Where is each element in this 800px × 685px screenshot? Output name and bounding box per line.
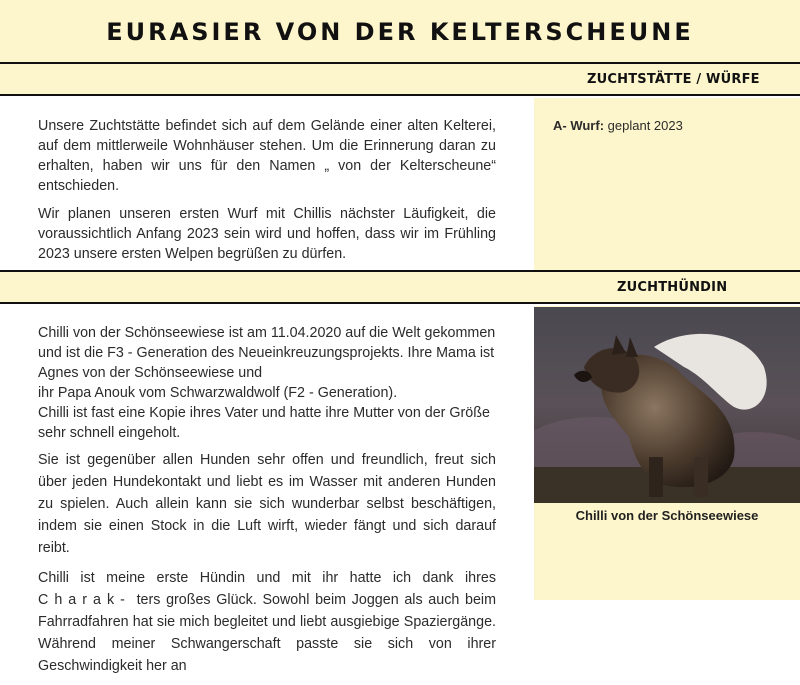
text-segment: ters großes Glück. Sowohl beim Joggen als auch beim Fahrradfahren hat sie mich begleitet und liebt ausgiebige Spaziergänge. Während meiner Schwangerschaft passte sie sich von ihrer Geschwindigkeit her an (38, 592, 496, 674)
photo-caption: Chilli von der Schönseewiese (575, 508, 759, 523)
zuchtstaette-paragraph: Wir planen unseren ersten Wurf mit Chillis nächster Läufigkeit, die voraussichtlich Anfang 2023 sein wird und hoffen, dass wir im Frühling 2023 unsere ersten Welpen begrüßen zu dürfen. (38, 206, 496, 262)
section-bar-zuchtstaette (0, 62, 800, 96)
text-line: Chilli von der Schönseewiese ist am 11.04.2020 auf die Welt gekommen und ist die F3 - Generation des Neueinkreuzungsprojekts. Ihre Mama ist Agnes von der Schönseewiese und (38, 325, 496, 381)
section-title-zuchtstaette: ZUCHTSTÄTTE / WÜRFE (587, 72, 760, 87)
section-bar-zuchthuendin (0, 270, 800, 304)
litter-label: A- Wurf: (553, 118, 605, 133)
zuchthuendin-paragraph (38, 567, 496, 677)
litter-info (553, 118, 683, 133)
text-line: ihr Papa Anouk vom Schwarzwaldwolf (F2 - Generation). (38, 385, 398, 401)
dog-photo (534, 307, 800, 503)
litter-value: geplant 2023 (607, 118, 683, 133)
dog-photo-image (534, 307, 800, 503)
site-header (0, 0, 800, 62)
section-title-zuchthuendin: ZUCHTHÜNDIN (617, 280, 728, 295)
text-segment-spaced: Charak- (38, 592, 131, 608)
zuchthuendin-text (38, 323, 496, 685)
site-title: EURASIER VON DER KELTERSCHEUNE (106, 18, 694, 46)
zuchtstaette-text (38, 116, 496, 272)
zuchtstaette-paragraph: Unsere Zuchtstätte befindet sich auf dem Gelände einer alten Kelterei, auf dem mittlerweile Wohnhäuser stehen. Um die Erinnerung daran zu erhalten, haben wir uns für den Namen „ von der Kelterscheune“ entschieden. (38, 118, 496, 194)
zuchthuendin-paragraph: Sie ist gegenüber allen Hunden sehr offen und freundlich, freut sich über jeden Hundekontakt und liebt es im Wasser mit anderen Hunden zu spielen. Auch allein kann sie sich wunderbar selbst beschäftigen, indem sie einen Stock in die Luft wirft, wieder fängt und sich darauf reibt. (38, 452, 496, 556)
zuchthuendin-paragraph (38, 323, 496, 443)
text-segment: Chilli ist meine erste Hündin und mit ihr hatte ich dank ihres (38, 570, 496, 586)
text-line: Chilli ist fast eine Kopie ihres Vater und hatte ihre Mutter von der Größe sehr schnell eingeholt. (38, 405, 490, 441)
